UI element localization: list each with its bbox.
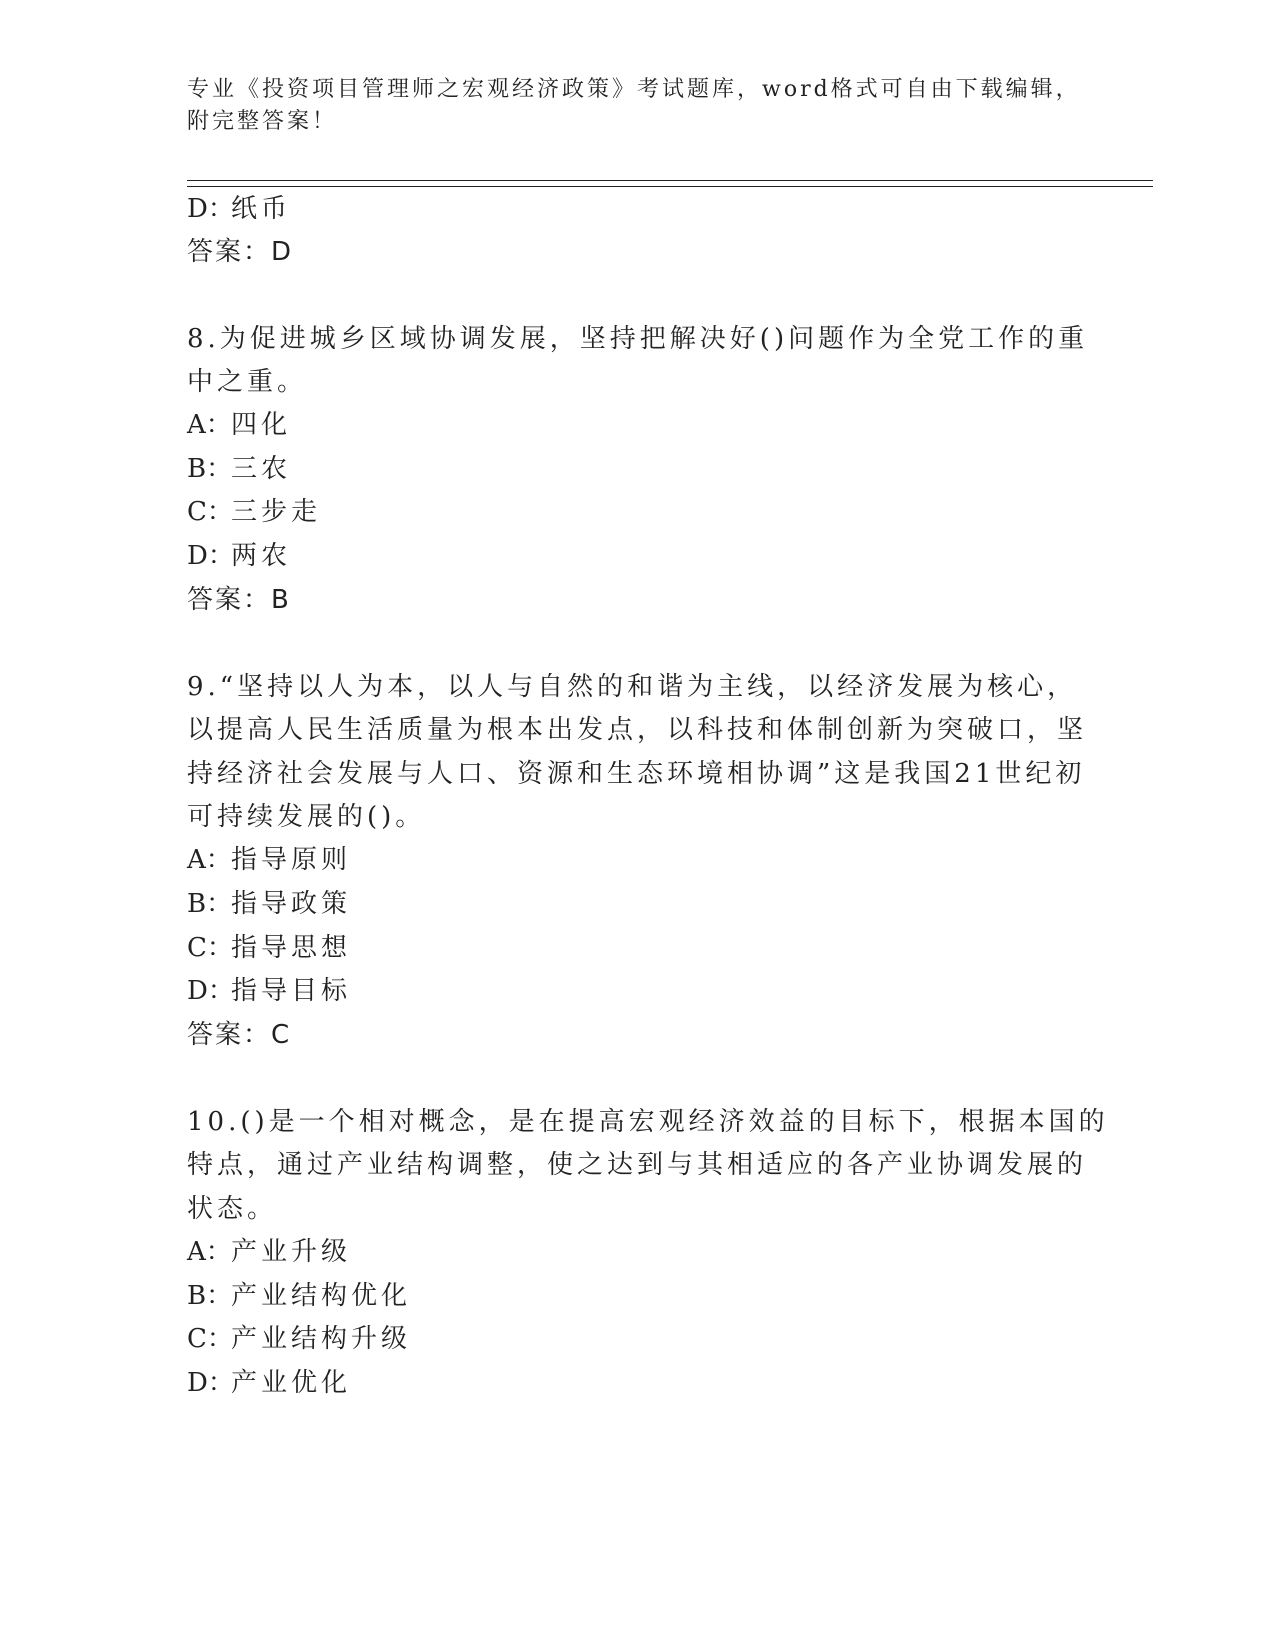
option-text: 产业结构升级: [231, 1324, 412, 1354]
question-stem-line: 持经济社会发展与人口、资源和生态环境相协调”这是我国21世纪初: [187, 759, 1086, 789]
option-text: 产业优化: [231, 1368, 352, 1398]
option-text: 三步走: [231, 497, 322, 527]
option-text: 指导原则: [231, 845, 352, 875]
option-text: 指导目标: [231, 976, 352, 1006]
option-text: 四化: [231, 410, 292, 440]
question-stem-line: 特点，通过产业结构调整，使之达到与其相适应的各产业协调发展的: [187, 1150, 1088, 1180]
option-text: 指导政策: [231, 889, 352, 919]
option-label: B：: [187, 454, 233, 484]
answer-line: 答案：D: [187, 237, 294, 267]
document-header: [187, 74, 1153, 138]
option-d: [187, 1360, 351, 1406]
answer-line: 答案：C: [187, 1020, 292, 1050]
answer-line: 答案：B: [187, 585, 291, 615]
option-b: [187, 881, 351, 927]
option-a: [187, 1229, 351, 1275]
option-a: [187, 837, 351, 883]
option-c: [187, 1316, 411, 1362]
option-label: A：: [187, 1237, 232, 1267]
option-label: C：: [187, 933, 233, 963]
option-text: 产业结构优化: [231, 1281, 412, 1311]
option-label: C：: [187, 497, 233, 527]
option-b: [187, 1273, 411, 1319]
question-stem-line: 9.“坚持以人为本，以人与自然的和谐为主线，以经济发展为核心，: [187, 672, 1078, 702]
question-stem-line: 以提高人民生活质量为根本出发点，以科技和体制创新为突破口，坚: [187, 715, 1088, 745]
option-label: D：: [187, 1368, 234, 1398]
question-stem-line: 中之重。: [187, 367, 308, 397]
option-label: B：: [187, 1281, 233, 1311]
header-divider: [187, 180, 1153, 187]
question-stem-line: 8.为促进城乡区域协调发展，坚持把解决好()问题作为全党工作的重: [187, 324, 1089, 354]
option-label: A：: [187, 845, 232, 875]
header-line-1: 专业《投资项目管理师之宏观经济政策》考试题库，word格式可自由下载编辑，: [187, 77, 1081, 102]
option-label: C：: [187, 1324, 233, 1354]
option-d: [187, 533, 291, 579]
question-stem-line: 状态。: [187, 1194, 278, 1224]
option-label: B：: [187, 889, 233, 919]
option-a: [187, 402, 291, 448]
option-c: [187, 925, 351, 971]
header-line-2: 附完整答案！: [187, 109, 338, 134]
option-b: [187, 446, 291, 492]
option-label: A：: [187, 410, 232, 440]
option-text: 三农: [231, 454, 292, 484]
question-stem-line: 10.()是一个相对概念，是在提高宏观经济效益的目标下，根据本国的: [187, 1107, 1109, 1137]
question-stem-line: 可持续发展的()。: [187, 802, 426, 832]
option-d: [187, 968, 351, 1014]
option-d: [187, 186, 291, 232]
option-text: 指导思想: [231, 933, 352, 963]
option-c: [187, 489, 321, 535]
option-text: 产业升级: [231, 1237, 352, 1267]
option-text: 纸币: [231, 194, 292, 224]
option-label: D：: [187, 541, 234, 571]
option-text: 两农: [231, 541, 292, 571]
option-label: D：: [187, 194, 234, 224]
option-label: D：: [187, 976, 234, 1006]
